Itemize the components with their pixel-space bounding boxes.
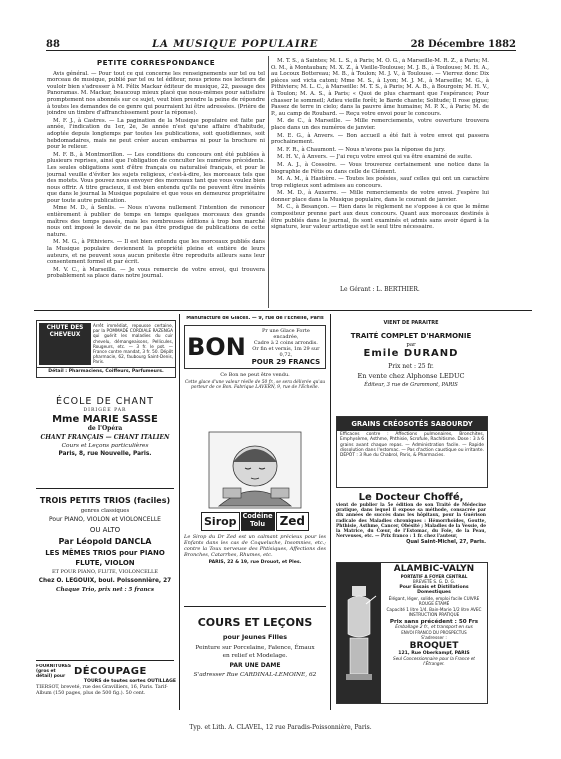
correspondence-paragraph: M. F. R., à Chaumont. — Nous n'avons pas la réponse du jury.: [277, 146, 446, 153]
alambic-line: BREVETÉ S. G. D. G.: [412, 579, 456, 584]
correspondence-paragraph: M. F. B., à Montmorillon. — Les conditions du concours ont été publiées à plusieurs reprises, ainsi que l'obligation de conculter les numéros précédents. Les seules obligations sont d'être français ou naturalisé français, et pour le journal veuille d'éviter les sujets religieux, c'est-à-dire, les morceaux tels que des motets. Vous pouvez nous envoyer des morceaux tant que vous voulez bien nous offrir. A titre gracieux, il est bien entendu qu'ils ne peuvent être insérés que dans le journal la Musique populaire et que vous en demeurez propriétaire pour toute autre publication.: [47, 151, 265, 204]
column-divider: [268, 56, 269, 308]
glaces-line: Pr une Glace Forte encadrée,: [261, 328, 310, 340]
sleeping-child-illustration: [207, 430, 303, 510]
grains-text: Efficaces contre : Affections pulmonaires, Bronchites, Emphysème, Asthme, Phthisie, Scrofule, Rachitisme. Dose : 3 à 6 grains avant chaque repas. — Administration facile. — Rapide dissolution dans l'estomac. — Pas d'action caustique ou irritante. DÉPÔT : 3 Rue du Chabrol, Paris, & Pharmacies.: [340, 432, 484, 459]
glaces-line: Cadre à 2 coins arrondis.: [253, 340, 318, 346]
issue-date: 28 Décembre 1882: [410, 39, 516, 50]
alambic-title: ALAMBIC-VALYN: [393, 564, 475, 574]
chant-opera: de l'Opéra: [87, 425, 123, 432]
chant-address: Paris, 8, rue Nouvelle, Paris.: [58, 451, 152, 457]
trios-title: TROIS PETITS TRIOS (faciles): [39, 496, 171, 505]
correspondence-paragraph: M. H. V., à Anvers. — J'ai reçu votre envoi qui va être examiné de suite.: [277, 154, 473, 161]
trios-publisher: Chez O. LEGOUIX, boul. Poissonnière, 27: [38, 578, 172, 584]
ad-separator: [184, 606, 326, 607]
traite-author: Emile DURAND: [363, 348, 459, 359]
cours-address: S'adresser Rue CARDINAL-LEMOINE, 62: [193, 672, 317, 678]
traite-price: Prix net : 25 fr.: [388, 363, 434, 370]
ad-separator: [36, 488, 174, 489]
ads-column-divider: [179, 314, 180, 710]
decoupage-text: TIERSOT, breveté, rue des Gravilliers, 16, Paris. Tarif-Album (150 pages, plus de 500 fig.). 50 cent.: [36, 685, 168, 696]
ad-grains-sabourdy: [336, 416, 488, 488]
page-header: [46, 36, 516, 51]
glaces-line: Or fin et vernis, 1m 29 sur 0,72,: [252, 346, 320, 358]
glaces-fine: Cette glace d'une valeur réelle de 50 fr., se sera délivrée qu'au porteur de ce Bon. Fabrique LAVERN, 9, rue de l'Échelle.: [184, 380, 326, 391]
grains-title: GRAINS CRÉOSOTÉS SABOURDY: [337, 417, 487, 431]
chute-text: Arrêt immédiat, repousse certaine, par la POMMADE CORDIALE RAZENGA qui guérit les maladies du cuir chevelu, démangeaisons, Pellicules, Rougeurs, etc. — 3 fr. le pot. — France contre mandat, 3 fr. 50. Dépôt pharmacie, 62, faubourg Saint-Denis, Paris.: [93, 323, 173, 365]
correspondence-paragraph: M. de C., à Marseille. — Mille remerciements, votre ouverture trouvera place dans un des numéros de janvier.: [271, 118, 489, 131]
gerant-signature: Le Gérant : L. BERTHIER.: [340, 286, 420, 293]
correspondence-paragraph: M. E. G., à Anvers. — Bon accueil a été fait à votre envoi qui passera prochainement.: [271, 132, 489, 146]
ads-column-divider: [330, 314, 331, 710]
alambic-line: Capacité 1 litre 1/4. Bain-Marie 1/2 litre AVEC INSTRUCTION PRATIQUE: [386, 607, 482, 617]
chant-title: ÉCOLE DE CHANT: [56, 396, 154, 407]
trios-line: ET POUR PIANO, FLUTE, VIOLONCELLE: [51, 569, 159, 575]
alambic-price: Prix sans précédent : 50 Frs: [389, 619, 479, 625]
ad-trois-trios: [36, 492, 174, 650]
trios-line: FLUTE, VIOLON: [75, 559, 135, 567]
decoupage-left: FOURNITURES (gros et détail) pour: [36, 664, 72, 679]
sirop-text: Le Sirop du Dr Zed est un calmant précieux pour les Enfants dans les cas de Coqueluche, Insomnies, etc.; contre la Toux nerveuse des Phtisiques, Affections des Bronches, Catarrhes, Rhumes, etc.: [184, 534, 326, 558]
ad-traite-harmonie: [336, 316, 486, 408]
alambic-line: Seul Concessionnaire pour la France et l'Étranger.: [393, 656, 475, 666]
ad-chute-cheveux: [36, 320, 176, 378]
codeine-label: Codéine: [242, 512, 273, 520]
correspondence-left-column: [47, 58, 265, 298]
chant-name: Mme MARIE SASSE: [52, 414, 158, 425]
trios-price: Chaque Trio, prix net : 5 francs: [56, 587, 154, 593]
alambic-illustration-panel: [337, 563, 381, 703]
correspondence-paragraph: M. V. C., à Marseille. — Je vous remercie de votre envoi, qui trouvera probablement sa place dans notre journal.: [47, 266, 265, 280]
glaces-note: Ce Bon ne peut être vendu.: [220, 372, 290, 378]
chute-footer: Détail : Pharmaciens, Coiffeurs, Parfumeurs.: [37, 367, 175, 374]
trios-line: LES MÊMES TRIOS pour PIANO: [45, 549, 165, 557]
chute-title: CHUTE DES CHEVEUX: [46, 325, 84, 338]
cours-title: COURS ET LEÇONS: [197, 616, 313, 629]
printer-footer: Typ. et Lith. A. CLAVEL, 12 rue Paradis-Poissonnière, Paris.: [189, 724, 372, 731]
trios-author: Par Léopold DANCLA: [58, 537, 152, 546]
ads-top-rule: [34, 310, 532, 311]
page-number: 88: [46, 39, 60, 50]
trios-line: Pour PIANO, VIOLON et VIOLONCELLE: [49, 516, 161, 523]
docteur-title: Le Docteur Choffé,: [358, 492, 464, 503]
trios-line: OU ALTO: [89, 526, 121, 534]
cours-line: en relief et Modelage.: [222, 653, 288, 659]
traite-vient: VIENT DE PARAITRE: [383, 320, 439, 326]
chant-sub: DIRIGÉE PAR: [83, 408, 127, 413]
zed-label: Zed: [276, 512, 309, 531]
ad-docteur-choffe: [336, 492, 486, 552]
chant-cours: Cours et Leçons particulières: [61, 443, 149, 449]
chant-styles: CHANT FRANÇAIS — CHANT ITALIEN: [40, 434, 170, 441]
ad-decoupage: [36, 664, 176, 708]
bon-label: BON: [187, 333, 246, 361]
journal-title: LA MUSIQUE POPULAIRE: [152, 39, 319, 50]
traite-title: TRAITÉ COMPLET D'HARMONIE: [350, 332, 472, 340]
traite-vente: En vente chez Alphonse LEDUC: [357, 372, 465, 380]
cours-line: pour Jeunes Filles: [222, 633, 288, 641]
alambic-still-icon: [340, 578, 378, 688]
glaces-price: POUR 29 FRANCS: [251, 358, 321, 366]
correspondence-paragraph: Avis général. — Pour tout ce qui concerne les renseignements sur tel ou tel morceau de musique, publié par tel ou tel éditeur, nous prions nos lecteurs de vouloir bien s'adresser à M. Félix Mackar éditeur de musique, 22, passage des Panoramas. M. Mackar, beaucoup mieux placé que nous-mêmes pour satisfaire promptement nos abonnés sur ce sujet, veut bien prendre la peine de répondre à toutes les demandes de ce genre qui pourraient lui être adressées. (Prière de joindre un timbre d'affranchissement pour la réponse).: [47, 70, 265, 117]
sirop-label: Sirop: [201, 512, 240, 531]
ad-cours-lecons: [184, 612, 326, 708]
sirop-address: PARIS, 22 & 19, rue Drouot, et Ples.: [208, 560, 302, 565]
correspondence-paragraph: M. M. D., à Auxerre. — Mille remerciements de votre envoi. J'espère lui donner place dans la Musique populaire, dans le courant de janvier.: [271, 190, 489, 203]
ad-ecole-de-chant: [36, 392, 174, 476]
broquet-name: BROQUET: [409, 641, 459, 651]
alambic-line: Emballage 2 fr., et transport en sus: [395, 625, 473, 630]
correspondence-right-column: [271, 58, 489, 284]
traite-par: par: [406, 342, 416, 348]
correspondence-paragraph: M. M. G., à Pithiviers. — Il est bien entendu que les morceaux publiés dans la Musique populaire deviennent la propriété pleine et entière de leurs auteurs, et ne peuvent sous aucun prétexte être reproduits ailleurs sans leur consentement formel et par écrit.: [47, 239, 265, 266]
alambic-line: S'adresser :: [421, 636, 447, 641]
trios-line: genres classiques: [80, 508, 130, 514]
cours-line: PAR UNE DAME: [229, 662, 281, 669]
cours-line: Peinture sur Porcelaine, Faïence, Émaux: [195, 645, 315, 651]
glaces-top: Manufacture de Glaces. — 9, rue de l'Échelle, Paris: [186, 316, 324, 321]
ad-sirop-zed: [184, 430, 326, 600]
correspondence-paragraph: M. A. M., à Hastière. — Toutes les poésies, sauf celles qui ont un caractère trop religieux sont admises au concours.: [271, 176, 489, 189]
ad-separator: [36, 660, 174, 661]
decoupage-right: TOURS de toutes sortes OUTILLAGE: [83, 679, 176, 684]
correspondence-title: PETITE CORRESPONDANCE: [96, 58, 216, 67]
ad-glaces: [184, 316, 326, 416]
alambic-line: PORTATIF A FOYER CENTRAL: [400, 574, 468, 579]
decoupage-title: DÉCOUPAGE: [74, 666, 147, 677]
alambic-address: 121, Rue Oberkampf, PARIS: [398, 651, 470, 656]
traite-editor: Éditeur, 3 rue de Grammont, PARIS: [364, 382, 458, 388]
docteur-address: Quai Saint-Michel, 27, Paris.: [406, 539, 486, 546]
ad-alambic-valyn: [336, 562, 488, 704]
correspondence-paragraph: Mme M. D., à Senlis. — Nous n'avons nullement l'intention de renoncer entièrement à publier de temps en temps quelques morceaux des grands maîtres des temps passés, mais les nombreuses éditions à trop bon marché nous ont imposé le devoir de ne pas être prodigue de publications de cette nature.: [47, 205, 265, 238]
correspondence-paragraph: M. F. J., à Castres. — La pagination de la Musique populaire est faite par année, l'indication du 1er, 2e, 3e année n'est qu'une affaire d'habitude, adoptée depuis longtemps par toutes les publications, soit quotidiennes, soit hebdomadaires, mais ne peut créer aucun embarras ni pour la brochure ni pour le relieur.: [47, 117, 265, 151]
alambic-line: Élégant, léger, solide, emploi facile CUIVRE ROUGE ÉTAMÉ: [388, 596, 480, 606]
chute-title-box: [39, 323, 91, 365]
alambic-line: Pour Essais et Distillations Domestiques: [399, 585, 469, 595]
correspondence-paragraph: M. T. S., à Saintes; M. L. S., à Paris; M. O. G., à Marseille-M. R. Z., à Paris; M. O. M., à Montauban; M. X. Z., à Vieille-Toulouse; M. J. B., à Toulouse; M. H. A., au Locoux Bottereau; M. B., à Toulon; M. J. V., à Toulouse. — Vierrez donc Dix pièces sed victa catoni; Mme M. S., à Lyon; M. J. M., à Marseille; M. G., à Pithiviers; M. L. C., à Marseille: M. T. S., à Paris; M. A. B., à Bourgoin; M. H. V., à Toulon; M. A. S., à Paris; « Quoi de plus charmant que l'espérance; Pour chasser le sommeil; Adieu vieille forêt; le Barde chante; Solitude; Il rose gigue; Passez de terre in cielo; dans la pauvre âme humaine; M. P. X., à Paris; M. de P., au camp de Roubard. — Reçu votre envoi pour le concours.: [271, 58, 489, 117]
tolu-label: Tolu: [250, 520, 266, 528]
alambic-line: ENVOI FRANCO DU PROSPECTUS: [401, 630, 467, 635]
correspondence-paragraph: M. A. J., à Cossoire. — Vous trouverez certainement une notice dans la biographie de Fétis ou dans celle de Clément.: [271, 161, 489, 175]
correspondence-paragraph: M. C., à Besançon. — Rien dans le règlement ne s'oppose à ce que le même compositeur prenne part aux deux concours. Quant aux morceaux destinés à être publiés dans le journal, ils sont examinés et admis sans avoir égard à la signature, leur valeur artistique est le seul titre nécessaire.: [271, 204, 489, 231]
docteur-text: vient de publier la 5e édition de son Traité de Médecine pratique, dans lequel il expose sa méthode, consacrée par dix années de succès dans les hôpitaux, pour la Guérison radicale des Maladies chroniques : Hémorrhoïdes, Goutte, Phthisie, Asthme, Cancer, Obésité ; Maladies de la Vessie, de la Matrice, du Cœur, de l'Estomac, du Foie, de la Peau, Nerveuses, etc. — Prix franco : 1 fr. chez l'auteur,: [336, 503, 486, 540]
